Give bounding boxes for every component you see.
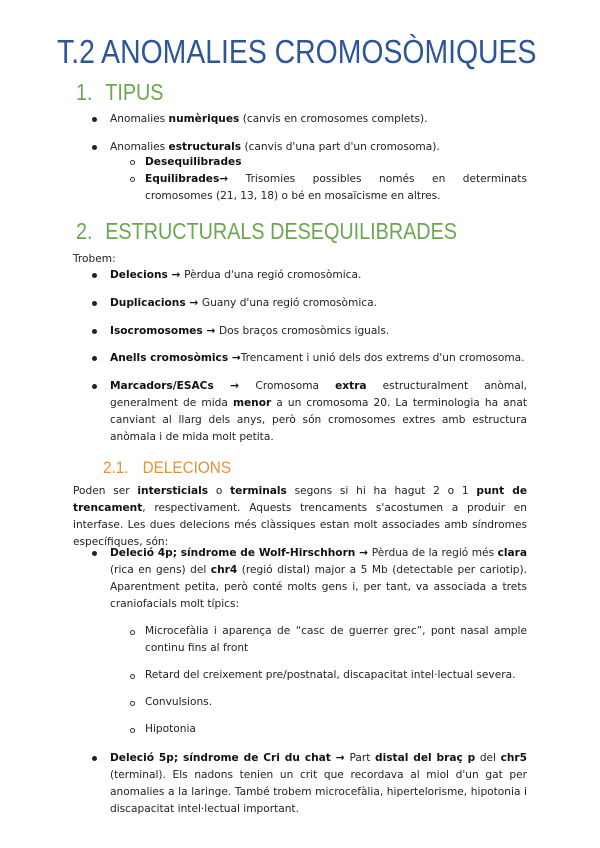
list-item-deletions: Delecions → Pèrdua d'una regió cromosòmica. bbox=[110, 269, 362, 281]
deletions-paragraph: Poden ser intersticials o terminals segons si hi ha hagut 2 o 1 punt de trencament, respectivament. Aquests trencaments s'acostumen a produir en interfase. Les dues delecions més clàssiques estan molt associades amb síndromes específiques, són: bbox=[73, 485, 528, 548]
bullet-icon bbox=[92, 117, 97, 122]
bullet-icon bbox=[92, 329, 97, 334]
sub-bullet-icon bbox=[130, 177, 135, 182]
list-item-rings: Anells cromosòmics →Trencament i unió dels dos extrems d'un cromosoma. bbox=[110, 352, 525, 364]
sub-item-microcephaly: Microcefàlia i aparença de “casc de guerrer grec”, pont nasal ample continu fins al front bbox=[145, 625, 527, 654]
bullet-icon bbox=[92, 356, 97, 361]
list-item-deletion-4p: Deleció 4p; síndrome de Wolf-Hirschhorn → Pèrdua de la regió més clara (rica en gens) del chr4 (regió distal) major a 5 Mb (detectable per cariotip). Aparentment petita, però conté molts gens i, per tant, va associada a trets craniofacials molt típics: bbox=[110, 547, 527, 610]
section-2-heading bbox=[76, 217, 457, 245]
list-item-duplications: Duplicacions → Guany d'una regió cromosòmica. bbox=[110, 297, 377, 309]
sub-item-convulsions: Convulsions. bbox=[145, 696, 213, 708]
list-item-structural: Anomalies estructurals (canvis d'una part d'un cromosoma). bbox=[110, 141, 440, 153]
section-2-1-number: 2.1. bbox=[103, 458, 129, 477]
sub-bullet-icon bbox=[130, 674, 135, 679]
sub-item-hypotonia: Hipotonia bbox=[145, 723, 196, 735]
list-item-isochromosomes: Isocromosomes → Dos braços cromosòmics iguals. bbox=[110, 325, 390, 337]
bullet-icon bbox=[92, 301, 97, 306]
sub-bullet-icon bbox=[130, 728, 135, 733]
sub-item-growth-delay: Retard del creixement pre/postnatal, discapacitat intel·lectual severa. bbox=[145, 669, 516, 681]
sub-bullet-icon bbox=[130, 160, 135, 165]
section-1-title: TIPUS bbox=[105, 79, 164, 105]
section-2-title: ESTRUCTURALS DESEQUILIBRADES bbox=[105, 218, 457, 244]
bullet-icon bbox=[92, 551, 97, 556]
section-2-intro: Trobem: bbox=[73, 253, 116, 265]
section-2-number: 2. bbox=[76, 218, 93, 244]
bullet-icon bbox=[92, 145, 97, 150]
document-title: T.2 ANOMALIES CROMOSÒMIQUES bbox=[57, 33, 537, 70]
bullet-icon bbox=[92, 756, 97, 761]
section-1-heading bbox=[76, 78, 163, 106]
bullet-icon bbox=[92, 273, 97, 278]
list-item-unbalanced: Desequilibrades bbox=[145, 156, 242, 168]
section-2-1-title: DELECIONS bbox=[142, 458, 232, 477]
list-item-numeric: Anomalies numèriques (canvis en cromosomes complets). bbox=[110, 113, 428, 125]
list-item-markers: Marcadors/ESACs → Cromosoma extra estructuralment anòmal, generalment de mida menor a un cromosoma 20. La terminologia ha anat canviant al llarg dels anys, però són cromosomes extres amb estructura anòmala i de mida molt petita. bbox=[110, 380, 527, 443]
sub-bullet-icon bbox=[130, 701, 135, 706]
section-1-number: 1. bbox=[76, 79, 93, 105]
list-item-balanced: Equilibrades→ Trisomies possibles només en determinats cromosomes (21, 13, 18) o bé en mosaïcisme en altres. bbox=[145, 173, 527, 202]
section-2-1-heading bbox=[103, 457, 231, 479]
list-item-deletion-5p: Deleció 5p; síndrome de Cri du chat → Part distal del braç p del chr5 (terminal). Els nadons tenien un crit que recordava al miol d'un gat per anomalies a la laringe. També trobem microcefàlia, hipertelorisme, hipotonia i discapacitat intel·lectual important. bbox=[110, 752, 527, 815]
sub-bullet-icon bbox=[130, 630, 135, 635]
bullet-icon bbox=[92, 384, 97, 389]
